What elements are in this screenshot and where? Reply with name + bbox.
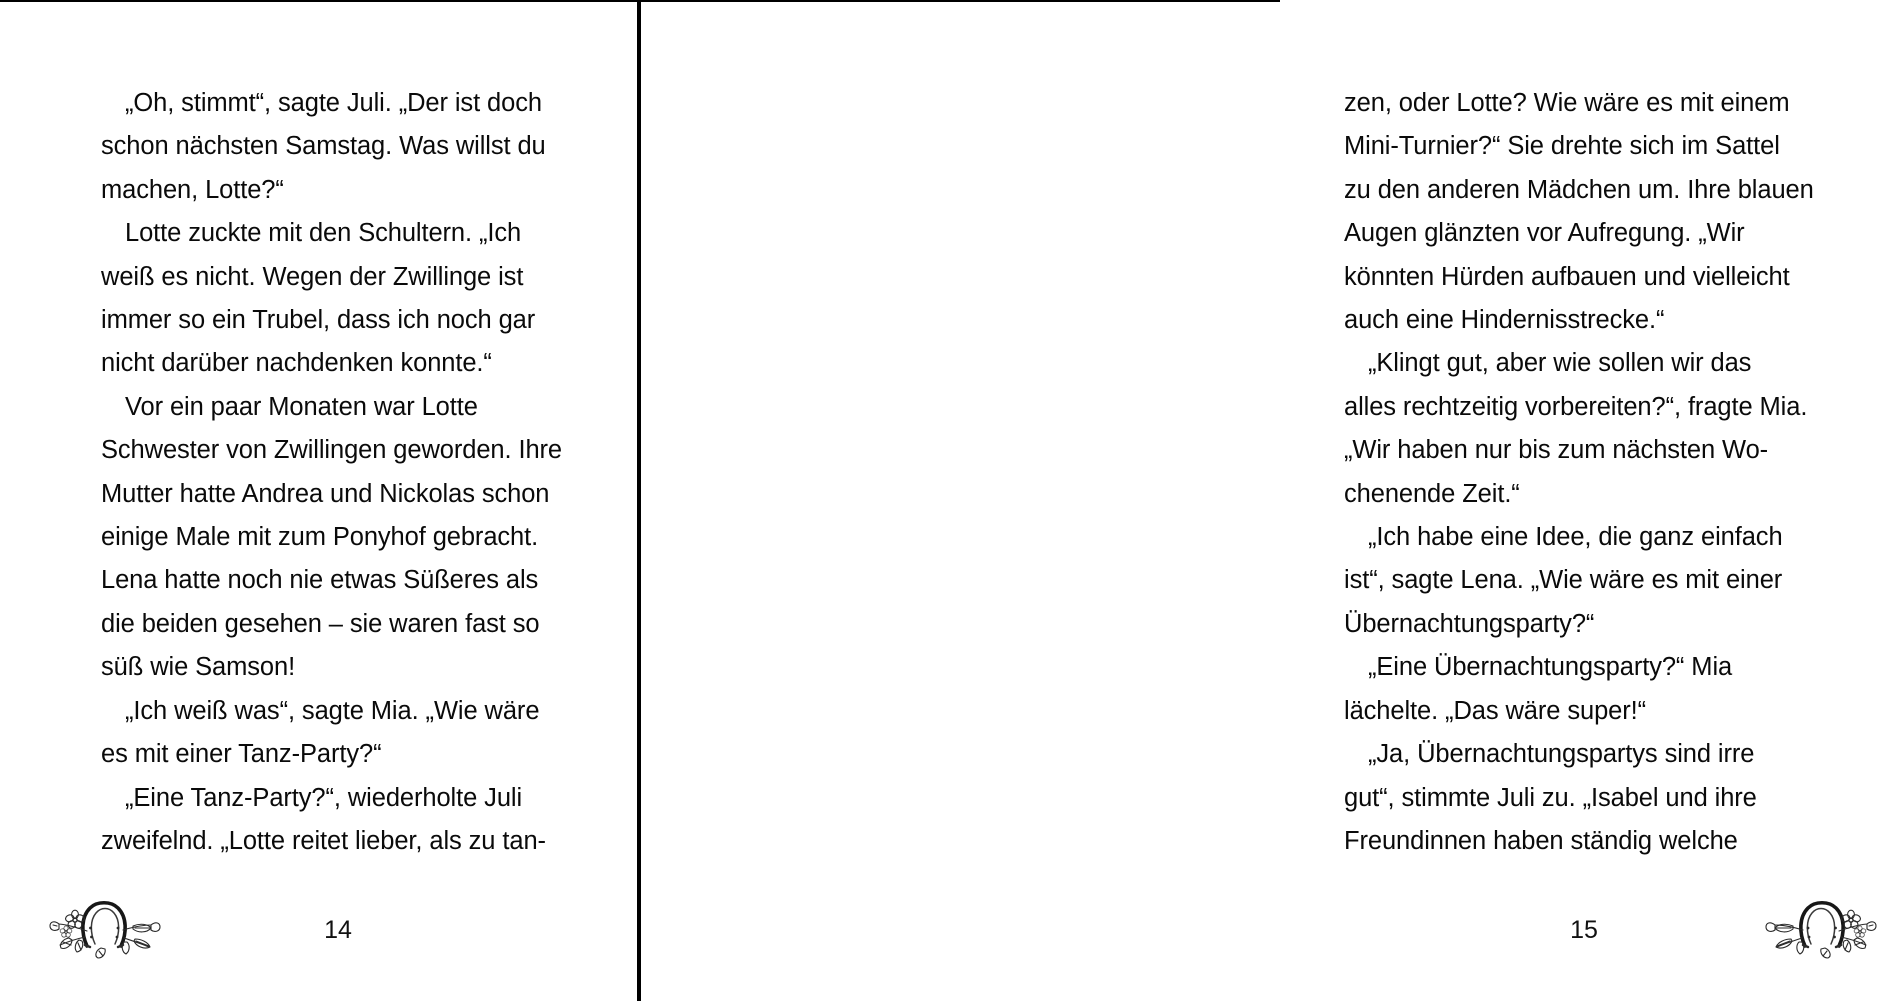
- text-line: könnten Hürden aufbauen und vielleicht: [1344, 262, 1790, 291]
- text-line: Vor ein paar Monaten war Lotte: [125, 392, 478, 421]
- text-line: ist“, sagte Lena. „Wie wäre es mit einer: [1344, 566, 1783, 595]
- text-line: zen, oder Lotte? Wie wäre es mit einem: [1344, 89, 1790, 117]
- text-line: es mit einer Tanz-Party?“: [101, 740, 382, 769]
- text-line: machen, Lotte?“: [101, 175, 284, 204]
- text-line: chenende Zeit.“: [1344, 479, 1520, 508]
- paragraph: [1344, 646, 1829, 733]
- text-line: Übernachtungsparty?“: [1344, 609, 1595, 638]
- text-line: Lotte zuckte mit den Schultern. „Ich: [125, 219, 522, 248]
- text-line: lächelte. „Das wäre super!“: [1344, 696, 1647, 725]
- paragraph: [101, 386, 581, 690]
- paragraph: [101, 212, 581, 386]
- paragraph: [1344, 342, 1829, 516]
- paragraph: [101, 690, 581, 777]
- text-line: immer so ein Trubel, dass ich noch gar: [101, 306, 536, 335]
- horseshoe-with-blossoms-ornament: [45, 895, 165, 957]
- text-line: zu den anderen Mädchen um. Ihre blauen: [1344, 175, 1814, 204]
- text-line: Mini-Turnier?“ Sie drehte sich im Sattel: [1344, 132, 1780, 161]
- right-page-text-column: [1344, 82, 1829, 863]
- text-line: nicht darüber nachdenken konnte.“: [101, 349, 492, 378]
- page-number-right: 15: [1570, 916, 1598, 944]
- text-line: „Klingt gut, aber wie sollen wir das: [1368, 349, 1752, 378]
- text-line: Mutter hatte Andrea und Nickolas schon: [101, 479, 550, 508]
- text-line: „Ja, Übernachtungspartys sind irre: [1368, 740, 1755, 769]
- text-line: einige Male mit zum Ponyhof gebracht.: [101, 523, 539, 552]
- text-line: weiß es nicht. Wegen der Zwillinge ist: [101, 262, 524, 291]
- text-line: „Ich weiß was“, sagte Mia. „Wie wäre: [125, 696, 540, 725]
- paragraph: [1344, 516, 1829, 646]
- paragraph: [101, 82, 581, 212]
- text-line: auch eine Hindernisstrecke.“: [1344, 306, 1665, 335]
- text-line: alles rechtzeitig vorbereiten?“, fragte Mia.: [1344, 392, 1808, 421]
- right-page: [641, 2, 1814, 1001]
- text-line: Freundinnen haben ständig welche: [1344, 826, 1738, 855]
- text-line: Schwester von Zwillingen geworden. Ihre: [101, 436, 563, 465]
- text-line: Lena hatte noch nie etwas Süßeres als: [101, 566, 539, 595]
- text-line: süß wie Samson!: [101, 653, 296, 682]
- text-line: „Eine Tanz-Party?“, wiederholte Juli: [125, 783, 523, 812]
- paragraph: [1344, 733, 1829, 863]
- text-line: „Ich habe eine Idee, die ganz einfach: [1368, 523, 1783, 552]
- paragraph: [1344, 82, 1829, 342]
- left-page-text-column: [101, 82, 581, 863]
- text-line: „Wir haben nur bis zum nächsten Wo-: [1344, 436, 1769, 465]
- text-line: die beiden gesehen – sie waren fast so: [101, 609, 540, 638]
- text-line: „Eine Übernachtungsparty?“ Mia: [1368, 653, 1733, 682]
- left-page: [0, 2, 637, 1001]
- text-line: „Oh, stimmt“, sagte Juli. „Der ist doch: [125, 89, 542, 117]
- text-line: schon nächsten Samstag. Was willst du: [101, 132, 546, 161]
- page-number-left: 14: [324, 916, 352, 944]
- text-line: Augen glänzten vor Aufregung. „Wir: [1344, 219, 1745, 248]
- text-line: zweifelnd. „Lotte reitet lieber, als zu tan-: [101, 826, 546, 855]
- paragraph: [101, 777, 581, 864]
- text-line: gut“, stimmte Juli zu. „Isabel und ihre: [1344, 783, 1757, 812]
- horseshoe-with-blossoms-ornament: [1761, 895, 1881, 957]
